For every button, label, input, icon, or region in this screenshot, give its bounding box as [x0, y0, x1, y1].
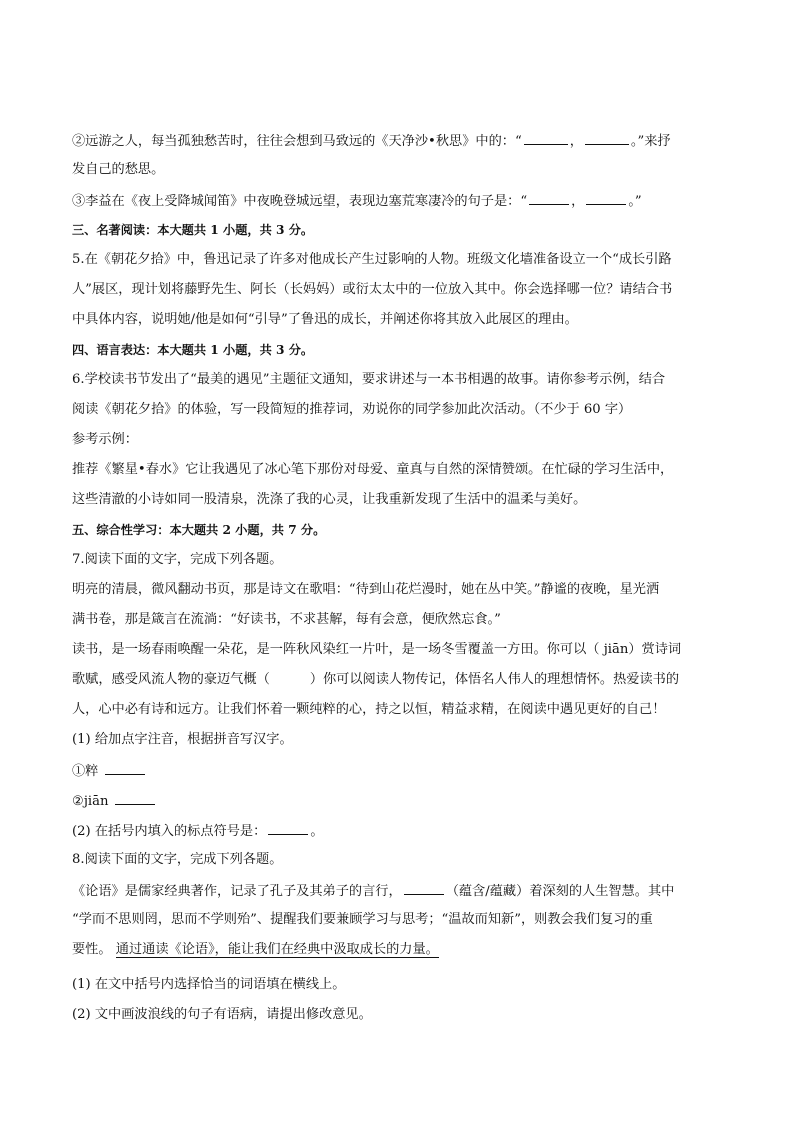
q8-sub2: (2) 文中画波浪线的句子有语病，请提出修改意见。: [72, 1007, 372, 1022]
q5-line2: 人”展区，现计划将藤野先生、阿长（长妈妈）或衍太太中的一位放入其中。你会选择哪一位？请结合书: [72, 282, 673, 297]
section-4-title: 四、语言表达：本大题共 1 小题，共 3 分。: [72, 343, 314, 357]
q5-line1: 5.在《朝花夕拾》中，鲁迅记录了许多对他成长产生过影响的人物。班级文化墙准备设立一个“成长引路: [72, 252, 672, 267]
q6-example-label: 参考示例：: [72, 432, 138, 447]
q8-sub1: (1) 在文中括号内选择恰当的词语填在横线上。: [72, 977, 346, 992]
q8-line4: 要性。 通过通读《论语》，能让我们在经典中汲取成长的力量。: [72, 942, 439, 957]
q8-line1: 8.阅读下面的文字，完成下列各题。: [72, 852, 283, 867]
answer-blank[interactable]: [404, 880, 444, 895]
answer-blank[interactable]: [524, 130, 568, 145]
q7-line3: 满书卷，那是箴言在流淌：“好读书，不求甚解，每有会意，便欣然忘食。”: [72, 612, 501, 627]
q7-line1: 7.阅读下面的文字，完成下列各题。: [72, 552, 283, 567]
wavy-underlined-sentence: 通过通读《论语》，能让我们在经典中汲取成长的力量。: [115, 942, 439, 957]
q7-sub1a: ①粹: [72, 760, 722, 782]
q5-line3: 中具体内容，说明她/他是如何“引导”了鲁迅的成长，并阐述你将其放入此展区的理由。: [72, 312, 578, 327]
q6-example-line1: 推荐《繁星•春水》它让我遇见了冰心笔下那份对母爱、童真与自然的深情赞颂。在忙碌的学习生活中，: [72, 462, 674, 477]
q6-line1: 6.学校读书节发出了“最美的遇见”主题征文通知，要求讲述与一本书相遇的故事。请你参考示例，结合: [72, 372, 666, 387]
q4-item2-line2: 发自己的愁思。: [72, 162, 165, 177]
q7-line4: 读书，是一场春雨唤醒一朵花，是一阵秋风染红一片叶，是一场冬雪覆盖一方田。你可以（ jiān）赏诗词: [72, 642, 682, 657]
answer-blank[interactable]: [529, 190, 569, 205]
q8-line3: “学而不思则罔，思而不学则殆”、提醒我们要兼顾学习与思考；“温故而知新”，则教会我们复习的重: [72, 912, 653, 927]
answer-blank[interactable]: [115, 790, 155, 805]
q6-line2: 阅读《朝花夕拾》的体验，写一段简短的推荐词，劝说你的同学参加此次活动。（不少于 60 字）: [72, 402, 632, 417]
section-3-title: 三、名著阅读：本大题共 1 小题，共 3 分。: [72, 223, 314, 237]
q8-line2: 《论语》是儒家经典著作，记录了孔子及其弟子的言行， （蕴含/蕴藏）着深刻的人生智慧。其中: [72, 880, 722, 902]
section-5-title: 五、综合性学习：本大题共 2 小题，共 7 分。: [72, 523, 326, 537]
q7-line2: 明亮的清晨，微风翻动书页，那是诗文在歌唱：“待到山花烂漫时，她在丛中笑。”静谧的夜晚，星光洒: [72, 582, 660, 597]
answer-blank[interactable]: [268, 820, 308, 835]
q4-item3-line: ③李益在《夜上受降城闻笛》中夜晚登城远望，表现边塞荒寒凄冷的句子是：“ ， 。”: [72, 190, 722, 212]
q7-sub1b: ②jiān: [72, 790, 722, 812]
q7-line5: 歌赋，感受风流人物的豪迈气概（ ）你可以阅读人物传记，体悟名人伟人的理想情怀。热爱读书的: [72, 672, 680, 687]
q4-item2-line1: ②远游之人，每当孤独愁苦时，往往会想到马致远的《天净沙•秋思》中的：“ ， 。”来抒: [72, 130, 722, 152]
answer-blank[interactable]: [105, 760, 145, 775]
q7-line6: 人，心中必有诗和远方。让我们怀着一颗纯粹的心，持之以恒，精益求精，在阅读中遇见更好的自己！: [72, 702, 666, 717]
answer-blank[interactable]: [586, 190, 626, 205]
q6-example-line2: 这些清澈的小诗如同一股清泉，洗涤了我的心灵，让我重新发现了生活中的温柔与美好。: [72, 492, 587, 507]
answer-blank[interactable]: [585, 130, 629, 145]
q7-sub2: (2) 在括号内填入的标点符号是： 。: [72, 820, 722, 842]
q7-sub1: (1) 给加点字注音，根据拼音写汉字。: [72, 732, 293, 747]
